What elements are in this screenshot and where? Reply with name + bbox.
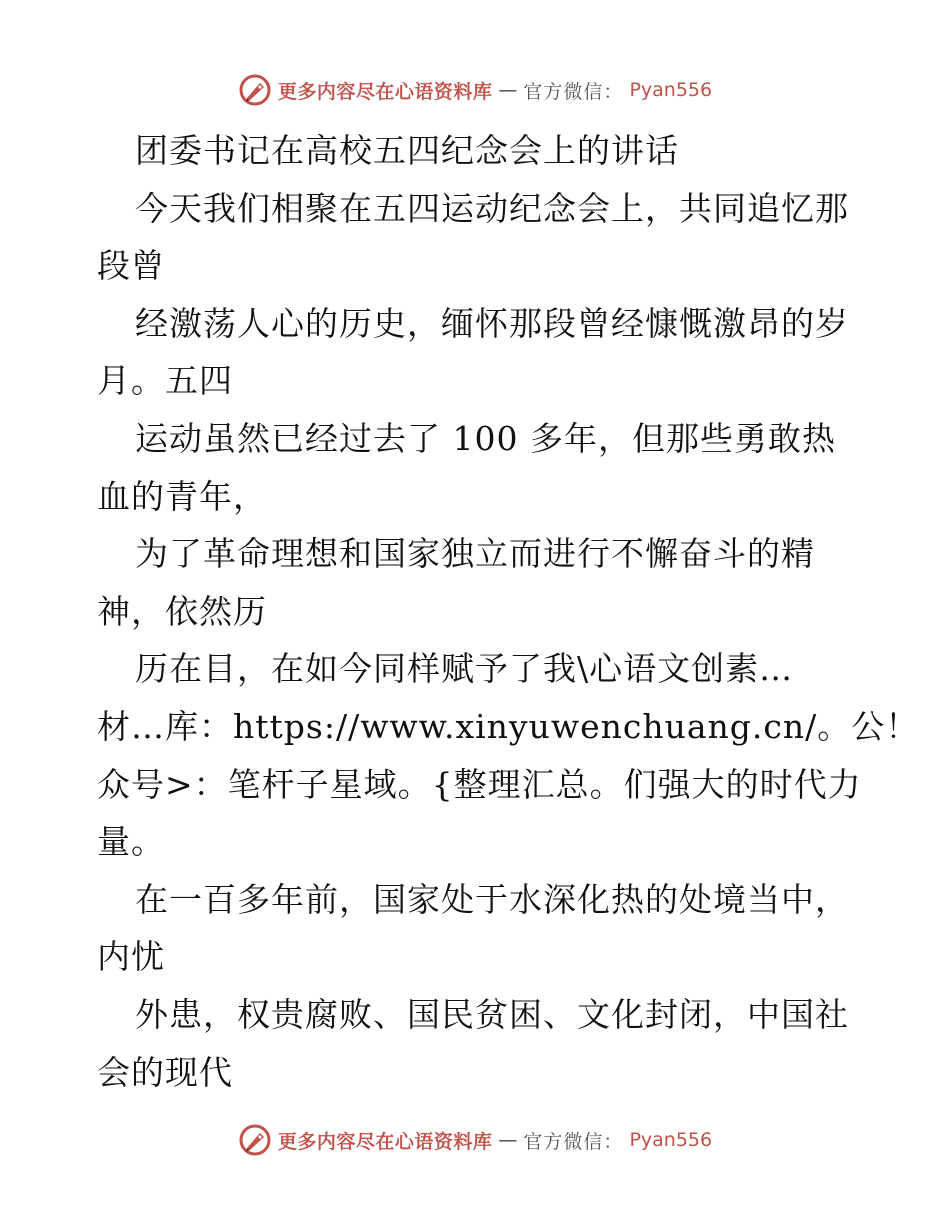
body-line: 经激荡人心的历史，缅怀那段曾经慷慨激昂的岁 [135, 303, 849, 343]
pen-nib-logo-icon [238, 73, 272, 107]
body-line: 为了革命理想和国家独立而进行不懈奋斗的精 [135, 534, 815, 574]
body-line: 今天我们相聚在五四运动纪念会上，共同追忆那 [135, 188, 849, 228]
pen-nib-logo-icon [238, 1123, 272, 1157]
banner-wechat-label: 官方微信： [523, 80, 624, 103]
document-title: 团委书记在高校五四纪念会上的讲话 [135, 131, 679, 170]
banner-wechat-id: Pyan556 [629, 1129, 713, 1151]
body-line: 神，依然历 [97, 591, 267, 631]
banner-wechat-id: Pyan556 [629, 79, 713, 101]
body-line: 月。五四 [97, 361, 233, 401]
body-line: 外患，权贵腐败、国民贫困、文化封闭，中国社 [135, 994, 849, 1034]
document-body [97, 122, 920, 1101]
banner-separator: — [498, 79, 518, 101]
banner-wechat-label: 官方微信： [523, 1130, 624, 1153]
banner-separator: — [498, 1129, 518, 1151]
body-line: 众号>：笔杆子星域。{整理汇总。们强大的时代力 [97, 764, 862, 804]
banner-brand-text: 更多内容尽在心语资料库 [277, 80, 493, 103]
body-line: 运动虽然已经过去了 100 多年，但那些勇敢热 [135, 418, 836, 458]
body-line: 历在目，在如今同样赋予了我\心语文创素… [135, 649, 794, 689]
body-line: 段曾 [97, 246, 165, 286]
body-line: 会的现代 [97, 1052, 233, 1092]
body-line: 量。 [97, 822, 165, 862]
body-line: 材…库：https://www.xinyuwenchuang.cn/。公！ [97, 706, 920, 746]
body-line: 血的青年， [97, 476, 267, 516]
body-line: 在一百多年前，国家处于水深化热的处境当中， [135, 879, 849, 919]
body-line: 内忧 [97, 937, 165, 977]
header-banner [0, 70, 950, 110]
footer-banner [0, 1120, 950, 1160]
banner-brand-text: 更多内容尽在心语资料库 [277, 1130, 493, 1153]
